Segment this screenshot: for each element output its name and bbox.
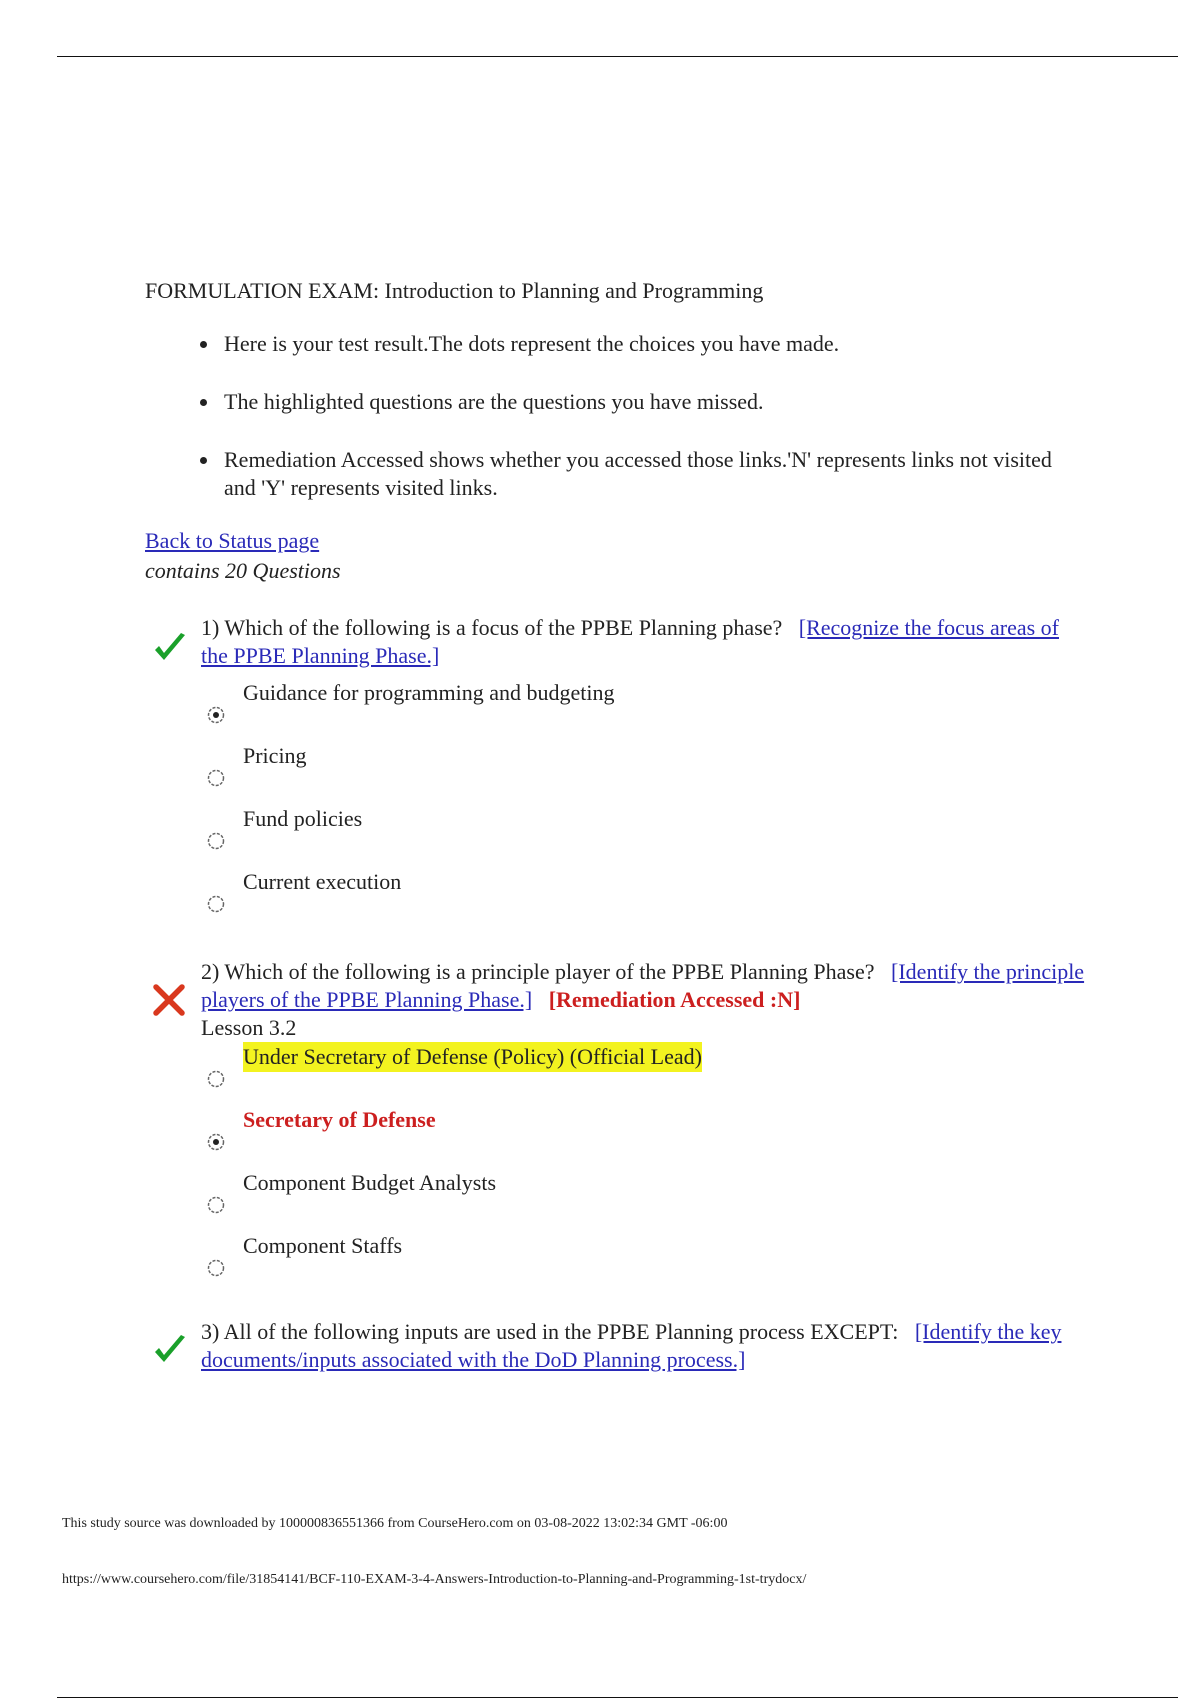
page-title: FORMULATION EXAM: Introduction to Planning and Programming <box>145 278 764 303</box>
choice-option[interactable] <box>201 1105 1085 1168</box>
question-1-text <box>201 614 1085 670</box>
choice-label: Current execution <box>243 869 402 895</box>
choice-option[interactable] <box>201 1231 1085 1294</box>
source-url: https://www.coursehero.com/file/31854141/BCF-110-EXAM-3-4-Answers-Introduction-to-Planning-and-Programming-1st-trydocx/ <box>62 1572 807 1587</box>
choice-option[interactable] <box>201 867 1085 930</box>
radio-selected-icon[interactable] <box>206 705 226 725</box>
radio-unselected-icon[interactable] <box>206 831 226 851</box>
question-3-text <box>201 1318 1085 1374</box>
choice-label: Fund policies <box>243 806 363 832</box>
choice-list <box>201 678 1085 930</box>
radio-unselected-icon[interactable] <box>206 768 226 788</box>
question-count: contains 20 Questions <box>145 558 341 584</box>
question-prompt: 3) All of the following inputs are used in the PPBE Planning process EXCEPT: <box>201 1319 899 1345</box>
radio-unselected-icon[interactable] <box>206 894 226 914</box>
instruction-item: • The highlighted questions are the questions you have missed. <box>220 388 1085 416</box>
objective-link[interactable]: [Identify the principle players of the PPBE Planning Phase.] <box>201 959 1085 1013</box>
remediation-status: [Remediation Accessed :N] <box>548 987 801 1013</box>
choice-option[interactable] <box>201 1168 1085 1231</box>
question-2 <box>145 958 1085 1294</box>
choice-label: Pricing <box>243 743 307 769</box>
question-2-text <box>201 958 1085 1042</box>
instruction-item: • Here is your test result.The dots represent the choices you have made. <box>220 330 1085 358</box>
question-3 <box>145 1318 1085 1374</box>
choice-option[interactable] <box>201 678 1085 741</box>
radio-selected-icon[interactable] <box>206 1132 226 1152</box>
cross-icon <box>151 982 187 1018</box>
exam-results <box>145 278 1085 1396</box>
radio-unselected-icon[interactable] <box>206 1258 226 1278</box>
choice-label: Component Budget Analysts <box>243 1170 496 1196</box>
objective-link[interactable]: [Recognize the focus areas of the PPBE Planning Phase.] <box>201 615 1059 669</box>
objective-link[interactable]: [Identify the key documents/inputs associated with the DoD Planning process.] <box>201 1319 1062 1373</box>
choice-list <box>201 1042 1085 1294</box>
instruction-item: • Remediation Accessed shows whether you accessed those links.'N' represents links not visited and 'Y' represents visited links. <box>220 446 1085 502</box>
bottom-rule <box>57 1697 1178 1698</box>
lesson-reference: Lesson 3.2 <box>201 1015 297 1041</box>
top-rule <box>57 56 1178 57</box>
question-prompt: 2) Which of the following is a principle player of the PPBE Planning Phase? <box>201 959 875 985</box>
radio-unselected-icon[interactable] <box>206 1069 226 1089</box>
instructions-list <box>145 330 1085 502</box>
question-1 <box>145 614 1085 930</box>
choice-label: Component Staffs <box>243 1233 403 1259</box>
choice-option[interactable] <box>201 804 1085 867</box>
checkmark-icon <box>152 1332 188 1368</box>
selected-wrong-answer: Secretary of Defense <box>243 1107 436 1133</box>
choice-option[interactable] <box>201 741 1085 804</box>
choice-label: Guidance for programming and budgeting <box>243 680 615 706</box>
back-to-status-link[interactable]: Back to Status page <box>145 528 320 554</box>
radio-unselected-icon[interactable] <box>206 1195 226 1215</box>
correct-answer-highlight: Under Secretary of Defense (Policy) (Official Lead) <box>243 1042 702 1072</box>
question-prompt: 1) Which of the following is a focus of the PPBE Planning phase? <box>201 615 783 641</box>
choice-option[interactable] <box>201 1042 1085 1105</box>
download-notice: This study source was downloaded by 100000836551366 from CourseHero.com on 03-08-2022 13:02:34 GMT -06:00 <box>62 1516 728 1531</box>
checkmark-icon <box>152 630 188 666</box>
